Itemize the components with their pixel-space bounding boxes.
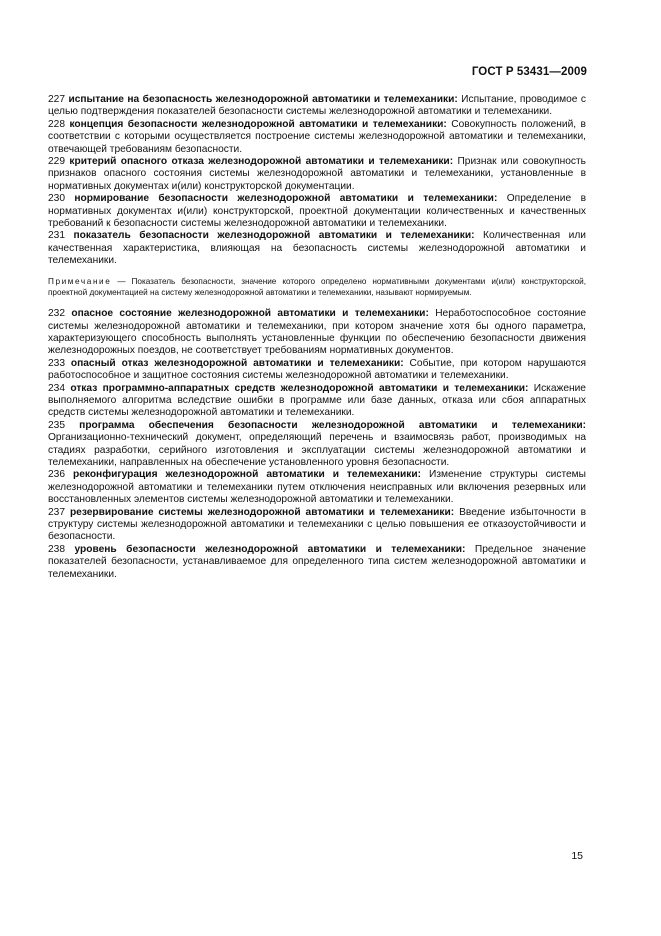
- term-entry-233: [48, 358, 586, 383]
- entry-number: 233: [48, 357, 65, 369]
- term-entry-229: [48, 156, 586, 193]
- term-entry-236: [48, 469, 586, 506]
- term-title: отказ программно-аппаратных средств железнодорожной автоматики и телемеханики:: [70, 382, 529, 394]
- term-definition: Совокупность положений, в соответствии с которыми осуществляется построение системы железнодорожной автоматики и телемеханики, отвечающей требованиям безопасности.: [48, 118, 586, 155]
- term-entry-234: [48, 383, 586, 420]
- entry-number: 230: [48, 193, 65, 205]
- entry-number: 236: [48, 469, 65, 481]
- note-label: Примечание: [48, 276, 112, 286]
- entry-number: 234: [48, 382, 65, 394]
- term-definition: Искажение выполняемого алгоритма вследствие ошибки в программе или базе данных, отказа или сбоя аппаратных средств системы железнодорожной автоматики и телемеханики.: [48, 382, 586, 419]
- term-title: испытание на безопасность железнодорожной автоматики и телемеханики:: [68, 94, 458, 105]
- term-title: показатель безопасности железнодорожной автоматики и телемеханики:: [73, 230, 475, 242]
- term-entry-235: [48, 420, 586, 470]
- entry-number: 235: [48, 419, 65, 431]
- term-entry-230: [48, 193, 586, 230]
- term-entry-237: [48, 507, 586, 544]
- note-text: — Показатель безопасности, значение которого определено нормативными документами и(или) конструкторской, проектной документацией на систему железнодорожной автоматики и телемеханики, называют нормируемым.: [48, 276, 586, 297]
- term-title: опасный отказ железнодорожной автоматики и телемеханики:: [70, 357, 404, 369]
- term-title: концепция безопасности железнодорожной автоматики и телемеханики:: [69, 118, 447, 130]
- term-definition: Количественная или качественная характеристика, влияющая на безопасность системы железнодорожной автоматики и телемеханики.: [48, 230, 586, 267]
- term-definition: Событие, при котором нарушаются работоспособное и защитное состояния системы железнодорожной автоматики и телемеханики.: [48, 357, 586, 382]
- term-entry-227: [48, 94, 586, 119]
- term-definition: Предельное значение показателей безопасности, устанавливаемое для определенного типа систем железнодорожной автоматики и телемеханики.: [48, 543, 586, 580]
- entry-number: 227: [48, 94, 65, 105]
- term-title: нормирование безопасности железнодорожной автоматики и телемеханики:: [74, 193, 498, 205]
- entry-number: 238: [48, 543, 65, 555]
- document-body: [48, 94, 586, 581]
- term-entry-232: [48, 308, 586, 358]
- note-paragraph: [48, 276, 586, 298]
- term-definition: Признак или совокупность признаков опасного состояния системы железнодорожной автоматики и телемеханики, установленные в нормативных документах и(или) конструкторской документации.: [48, 156, 586, 192]
- term-definition: Изменение структуры системы железнодорожной автоматики и телемеханики путем отключения неисправных или включения резервных или восстановленных элементов системы железнодорожной автоматики и телемеханики.: [48, 469, 586, 506]
- term-title: критерий опасного отказа железнодорожной автоматики и телемеханики:: [69, 156, 454, 168]
- entry-number: 228: [48, 118, 65, 130]
- page-footer: [571, 850, 583, 862]
- term-definition: Введение избыточности в структуру системы железнодорожной автоматики и телемеханики с целью повышения ее отказоустойчивости и безопасности.: [48, 506, 586, 543]
- page-number: 15: [571, 850, 583, 862]
- entry-number: 237: [48, 506, 65, 518]
- term-title: резервирование системы железнодорожной автоматики и телемеханики:: [69, 506, 455, 518]
- term-title: уровень безопасности железнодорожной автоматики и телемеханики:: [74, 543, 466, 555]
- term-entry-228: [48, 119, 586, 156]
- page-header: [472, 66, 587, 78]
- term-title: реконфигурация железнодорожной автоматики и телемеханики:: [72, 469, 422, 481]
- term-definition: Испытание, проводимое с целью подтверждения показателей безопасности системы железнодорожной автоматики и телемеханики.: [48, 94, 586, 118]
- term-definition: Организационно-технический документ, определяющий перечень и взаимосвязь работ, производимых на стадиях разработки, серийного изготовления и эксплуатации системы железнодорожной автоматики и телемеханики, направленных на обеспечение установленного уровня безопасности.: [48, 432, 586, 468]
- term-definition: Определение в нормативных документах и(или) конструкторской, проектной документации количественных и качественных требований к безопасности системы железнодорожной автоматики и телемеханики.: [48, 193, 586, 230]
- term-title: программа обеспечения безопасности железнодорожной автоматики и телемеханики:: [79, 419, 586, 431]
- term-entry-238: [48, 544, 586, 581]
- term-entry-231: [48, 230, 586, 267]
- standard-code: ГОСТ Р 53431—2009: [471, 66, 587, 78]
- entry-number: 231: [48, 230, 65, 242]
- term-definition: Неработоспособное состояние системы железнодорожной автоматики и телемеханики, при котором значение хотя бы одного параметра, характеризующего способность выполнять установленные функции по обеспечению безопасности движения железнодорожных поездов, не соответствует требованиям нормативных документов.: [48, 308, 586, 357]
- entry-number: 229: [48, 156, 65, 168]
- entry-number: 232: [48, 308, 65, 320]
- term-title: опасное состояние железнодорожной автоматики и телемеханики:: [71, 308, 429, 320]
